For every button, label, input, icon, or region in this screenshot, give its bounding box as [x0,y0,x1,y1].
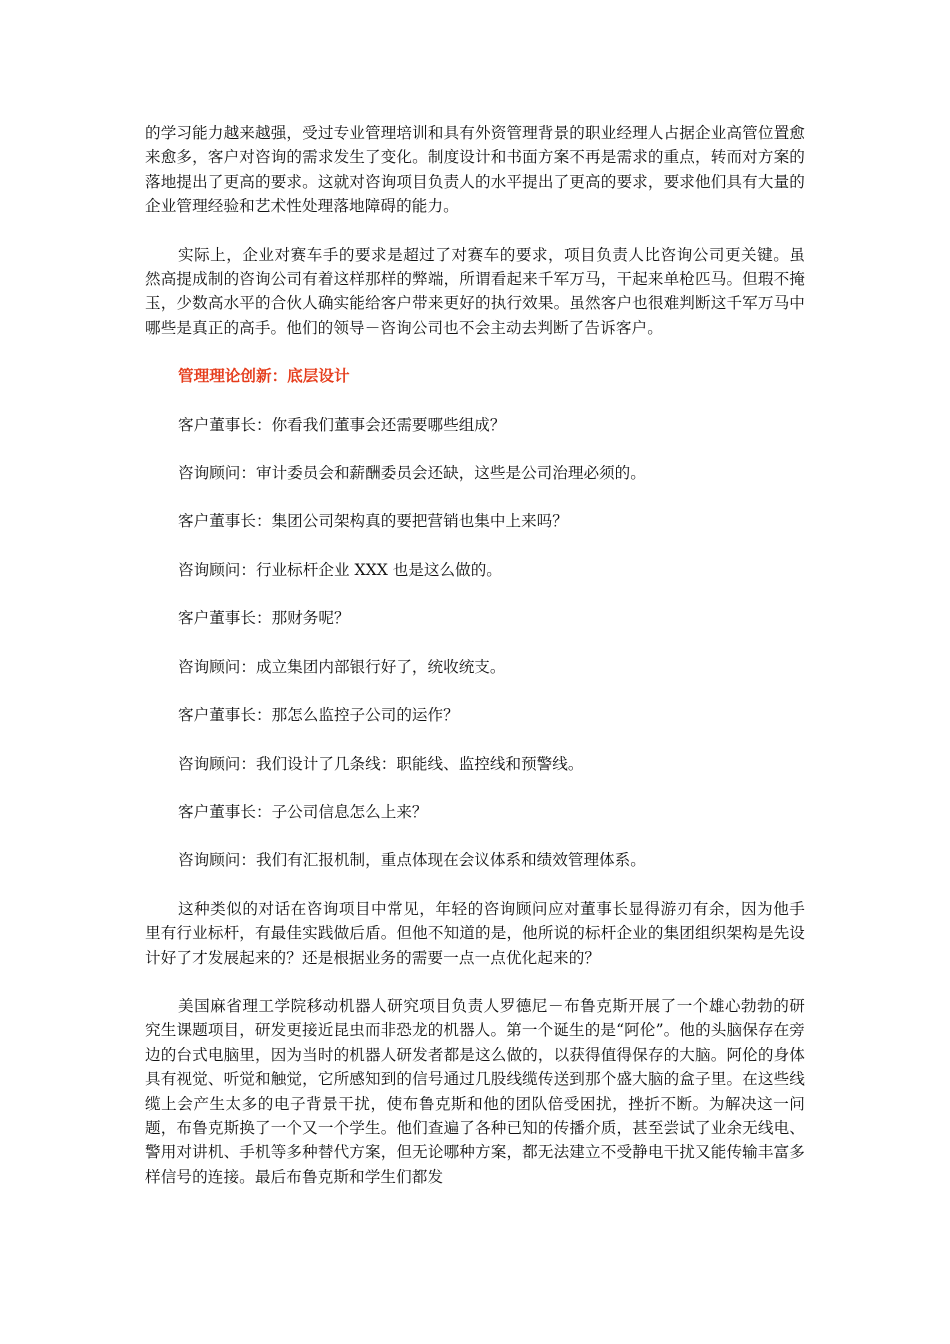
dialogue-line: 客户董事长：你看我们董事会还需要哪些组成？ [178,415,506,434]
section-heading: 管理理论创新：底层设计 [178,367,350,386]
paragraph-continued: 的学习能力越来越强，受过专业管理培训和具有外资管理背景的职业经理人占据企业高管位置愈来愈多，客户对咨询的需求发生了变化。制度设计和书面方案不再是需求的重点，转而对方案的落地提出了更高的要求。这就对咨询项目负责人的水平提出了更高的要求，要求他们具有大量的企业管理经验和艺术性处理落地障碍的能力。 [145,124,805,216]
dialogue-line: 咨询顾问：审计委员会和薪酬委员会还缺，这些是公司治理必须的。 [178,464,646,483]
dialogue-line: 咨询顾问：行业标杆企业 XXX 也是这么做的。 [178,560,502,579]
dialogue-line: 客户董事长：那怎么监控子公司的运作？ [178,706,459,725]
paragraph-dialogue-commentary: 这种类似的对话在咨询项目中常见，年轻的咨询顾问应对董事长显得游刃有余，因为他手里有行业标杆，有最佳实践做后盾。但他不知道的是，他所说的标杆企业的集团组织架构是先设计好了才发展起来的？还是根据业务的需要一点一点优化起来的？ [145,899,805,967]
dialogue-line: 客户董事长：集团公司架构真的要把营销也集中上来吗？ [178,512,568,531]
paragraph-robot-story: 美国麻省理工学院移动机器人研究项目负责人罗德尼－布鲁克斯开展了一个雄心勃勃的研究生课题项目，研发更接近昆虫而非恐龙的机器人。第一个诞生的是“阿伦”。他的头脑保存在旁边的台式电脑里，因为当时的机器人研发者都是这么做的，以获得值得保存的大脑。阿伦的身体具有视觉、听觉和触觉，它所感知到的信号通过几股线缆传送到那个盛大脑的盒子里。在这些线缆上会产生太多的电子背景干扰，使布鲁克斯和他的团队倍受困扰，挫折不断。为解决这一问题，布鲁克斯换了一个又一个学生。他们查遍了各种已知的传播介质，甚至尝试了业余无线电、警用对讲机、手机等多种替代方案，但无论哪种方案，都无法建立不受静电干扰又能传输丰富多样信号的连接。最后布鲁克斯和学生们都发 [145,996,805,1186]
paragraph-racer-analogy: 实际上，企业对赛车手的要求是超过了对赛车的要求，项目负责人比咨询公司更关键。虽然高提成制的咨询公司有着这样那样的弊端，所谓看起来千军万马，干起来单枪匹马。但瑕不掩玉，少数高水平的合伙人确实能给客户带来更好的执行效果。虽然客户也很难判断这千军万马中哪些是真正的高手。他们的领导－咨询公司也不会主动去判断了告诉客户。 [145,245,805,337]
dialogue-line: 咨询顾问：我们设计了几条线：职能线、监控线和预警线。 [178,754,584,773]
dialogue-line: 咨询顾问：成立集团内部银行好了，统收统支。 [178,657,506,676]
document-page [145,121,805,1189]
dialogue-line: 咨询顾问：我们有汇报机制，重点体现在会议体系和绩效管理体系。 [178,851,646,870]
dialogue-line: 客户董事长：子公司信息怎么上来？ [178,802,428,821]
dialogue-line: 客户董事长：那财务呢？ [178,609,350,628]
